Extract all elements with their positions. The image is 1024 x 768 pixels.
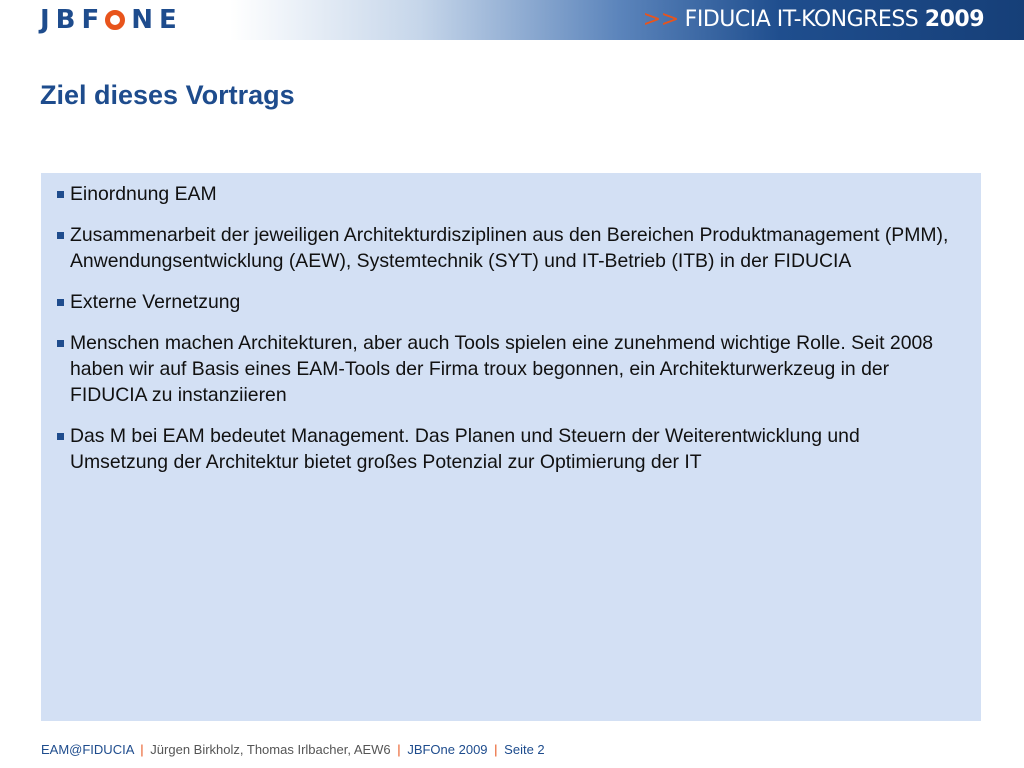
bullet-text: Einordnung EAM xyxy=(70,183,217,205)
bullet-item xyxy=(70,181,961,207)
bullet-item xyxy=(70,222,961,274)
bullet-text: Externe Vernetzung xyxy=(70,291,241,313)
footer-authors: Jürgen Birkholz, Thomas Irlbacher, AEW6 xyxy=(150,742,391,757)
logo-o-ring-icon xyxy=(105,10,125,30)
bullet-text: Das M bei EAM bedeutet Management. Das Planen und Steuern der Weiterentwicklung und Umsetzung der Architektur bietet großes Potenzial zur Optimierung der IT xyxy=(70,425,860,473)
double-arrow-icon: >> xyxy=(642,7,679,32)
header-bar xyxy=(0,0,1024,40)
content-box xyxy=(41,173,981,721)
footer-page-number: Seite 2 xyxy=(504,742,545,757)
footer-separator: | xyxy=(397,742,401,757)
square-bullet-icon xyxy=(57,433,64,440)
square-bullet-icon xyxy=(57,299,64,306)
square-bullet-icon xyxy=(57,232,64,239)
event-year: 2009 xyxy=(924,7,984,32)
bullet-text: Zusammenarbeit der jeweiligen Architekturdisziplinen aus den Bereichen Produktmanagement (PMM), Anwendungsentwicklung (AEW), Systemtechnik (SYT) und IT-Betrieb (ITB) in der FIDUCIA xyxy=(70,224,949,272)
bullet-item xyxy=(70,330,961,408)
footer xyxy=(41,742,545,758)
footer-project: EAM@FIDUCIA xyxy=(41,742,134,757)
bullet-item xyxy=(70,289,961,315)
footer-separator: | xyxy=(140,742,144,757)
bullet-list xyxy=(41,173,981,475)
jbfone-logo xyxy=(40,5,183,35)
slide-title: Ziel dieses Vortrags xyxy=(40,80,295,110)
logo-text-end: NE xyxy=(131,5,183,35)
bullet-text: Menschen machen Architekturen, aber auch Tools spielen eine zunehmend wichtige Rolle. Seit 2008 haben wir auf Basis eines EAM-Tools der Firma troux begonnen, ein Architekturwerkzeug in der FIDUCIA zu instanziieren xyxy=(70,332,934,406)
square-bullet-icon xyxy=(57,340,64,347)
event-name: FIDUCIA IT-KONGRESS xyxy=(684,7,919,32)
event-banner xyxy=(643,6,984,34)
bullet-item xyxy=(70,423,961,475)
logo-text-start: JBF xyxy=(40,5,106,35)
square-bullet-icon xyxy=(57,191,64,198)
footer-separator: | xyxy=(494,742,498,757)
footer-event: JBFOne 2009 xyxy=(407,742,488,757)
